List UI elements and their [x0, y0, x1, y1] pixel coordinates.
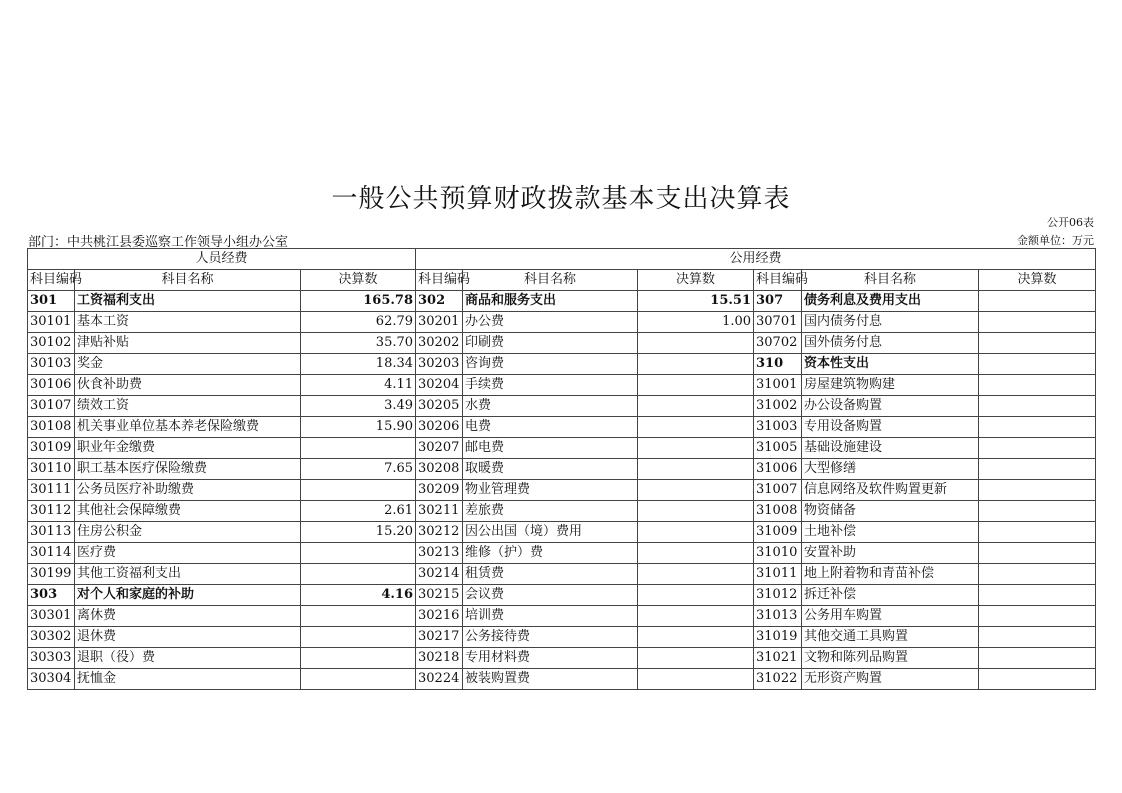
subject-name-cell: 国外债务付息 — [802, 333, 979, 354]
amount-cell — [979, 312, 1096, 333]
amount-cell: 15.51 — [638, 291, 754, 312]
subject-name-cell: 土地补偿 — [802, 522, 979, 543]
group-header-public: 公用经费 — [416, 249, 1096, 270]
subject-name-cell: 商品和服务支出 — [463, 291, 638, 312]
subject-name-cell: 物业管理费 — [463, 480, 638, 501]
amount-cell — [979, 354, 1096, 375]
amount-cell — [638, 459, 754, 480]
amount-cell: 2.61 — [301, 501, 416, 522]
subject-code-cell: 31008 — [754, 501, 802, 522]
subject-name-cell: 其他社会保障缴费 — [75, 501, 301, 522]
subject-name-cell: 公务员医疗补助缴费 — [75, 480, 301, 501]
subject-code-cell: 30112 — [28, 501, 75, 522]
subject-code-cell: 30304 — [28, 669, 75, 690]
table-row — [28, 312, 1096, 333]
table-row — [28, 480, 1096, 501]
amount-cell — [979, 438, 1096, 459]
column-header-name: 科目名称 — [463, 270, 638, 291]
table-row — [28, 375, 1096, 396]
subject-name-cell: 被装购置费 — [463, 669, 638, 690]
column-header-amount: 决算数 — [301, 270, 416, 291]
amount-cell — [638, 564, 754, 585]
amount-cell: 3.49 — [301, 396, 416, 417]
subject-name-cell: 安置补助 — [802, 543, 979, 564]
table-row — [28, 438, 1096, 459]
subject-code-cell: 30103 — [28, 354, 75, 375]
table-row — [28, 291, 1096, 312]
amount-cell: 4.16 — [301, 585, 416, 606]
subject-code-cell: 31013 — [754, 606, 802, 627]
subject-code-cell: 30215 — [416, 585, 463, 606]
subject-name-cell: 职业年金缴费 — [75, 438, 301, 459]
subject-name-cell: 培训费 — [463, 606, 638, 627]
subject-code-cell: 30202 — [416, 333, 463, 354]
amount-cell — [979, 291, 1096, 312]
subject-name-cell: 住房公积金 — [75, 522, 301, 543]
amount-cell: 165.78 — [301, 291, 416, 312]
subject-name-cell: 资本性支出 — [802, 354, 979, 375]
form-number: 公开06表 — [1047, 216, 1094, 229]
amount-cell — [638, 669, 754, 690]
table-row — [28, 354, 1096, 375]
subject-code-cell: 30206 — [416, 417, 463, 438]
subject-name-cell: 伙食补助费 — [75, 375, 301, 396]
subject-code-cell: 30102 — [28, 333, 75, 354]
subject-code-cell: 303 — [28, 585, 75, 606]
subject-name-cell: 机关事业单位基本养老保险缴费 — [75, 417, 301, 438]
subject-name-cell: 退职（役）费 — [75, 648, 301, 669]
subject-code-cell: 31010 — [754, 543, 802, 564]
amount-cell — [301, 669, 416, 690]
subject-code-cell: 30218 — [416, 648, 463, 669]
table-row — [28, 522, 1096, 543]
amount-cell — [638, 375, 754, 396]
subject-name-cell: 维修（护）费 — [463, 543, 638, 564]
subject-name-cell: 专用设备购置 — [802, 417, 979, 438]
subject-code-cell: 31009 — [754, 522, 802, 543]
column-header-code: 科目编码 — [28, 270, 75, 291]
amount-cell — [638, 417, 754, 438]
column-header-amount: 决算数 — [979, 270, 1096, 291]
subject-code-cell: 31002 — [754, 396, 802, 417]
subject-name-cell: 地上附着物和青苗补偿 — [802, 564, 979, 585]
subject-code-cell: 30106 — [28, 375, 75, 396]
subject-code-cell: 30303 — [28, 648, 75, 669]
amount-cell — [301, 606, 416, 627]
amount-cell — [979, 333, 1096, 354]
amount-cell — [979, 459, 1096, 480]
subject-name-cell: 国内债务付息 — [802, 312, 979, 333]
subject-name-cell: 会议费 — [463, 585, 638, 606]
subject-code-cell: 30701 — [754, 312, 802, 333]
table-row — [28, 459, 1096, 480]
subject-code-cell: 30201 — [416, 312, 463, 333]
subject-code-cell: 30302 — [28, 627, 75, 648]
subject-code-cell: 31006 — [754, 459, 802, 480]
amount-cell: 35.70 — [301, 333, 416, 354]
table-row — [28, 417, 1096, 438]
amount-cell — [301, 543, 416, 564]
amount-cell — [979, 522, 1096, 543]
subject-code-cell: 30209 — [416, 480, 463, 501]
subject-name-cell: 信息网络及软件购置更新 — [802, 480, 979, 501]
subject-name-cell: 办公费 — [463, 312, 638, 333]
subject-code-cell: 301 — [28, 291, 75, 312]
subject-name-cell: 因公出国（境）费用 — [463, 522, 638, 543]
amount-cell — [979, 564, 1096, 585]
subject-name-cell: 工资福利支出 — [75, 291, 301, 312]
subject-code-cell: 30111 — [28, 480, 75, 501]
subject-code-cell: 30224 — [416, 669, 463, 690]
subject-name-cell: 对个人和家庭的补助 — [75, 585, 301, 606]
subject-name-cell: 手续费 — [463, 375, 638, 396]
amount-cell — [979, 606, 1096, 627]
expenditure-table — [27, 248, 1096, 690]
subject-code-cell: 30702 — [754, 333, 802, 354]
table-row — [28, 585, 1096, 606]
subject-code-cell: 30301 — [28, 606, 75, 627]
subject-name-cell: 邮电费 — [463, 438, 638, 459]
amount-cell — [979, 669, 1096, 690]
subject-name-cell: 其他交通工具购置 — [802, 627, 979, 648]
subject-name-cell: 取暖费 — [463, 459, 638, 480]
subject-name-cell: 房屋建筑物购建 — [802, 375, 979, 396]
table-row — [28, 501, 1096, 522]
subject-code-cell: 30211 — [416, 501, 463, 522]
column-header-name: 科目名称 — [802, 270, 979, 291]
amount-cell — [638, 627, 754, 648]
amount-cell — [638, 396, 754, 417]
subject-code-cell: 31001 — [754, 375, 802, 396]
subject-name-cell: 印刷费 — [463, 333, 638, 354]
table-row — [28, 606, 1096, 627]
amount-cell: 7.65 — [301, 459, 416, 480]
amount-cell — [638, 543, 754, 564]
subject-code-cell: 30199 — [28, 564, 75, 585]
subject-code-cell: 307 — [754, 291, 802, 312]
subject-name-cell: 文物和陈列品购置 — [802, 648, 979, 669]
subject-code-cell: 31022 — [754, 669, 802, 690]
amount-cell — [979, 396, 1096, 417]
column-header-amount: 决算数 — [638, 270, 754, 291]
amount-cell: 15.20 — [301, 522, 416, 543]
subject-code-cell: 31012 — [754, 585, 802, 606]
amount-cell: 1.00 — [638, 312, 754, 333]
subject-name-cell: 专用材料费 — [463, 648, 638, 669]
subject-code-cell: 31007 — [754, 480, 802, 501]
amount-cell — [301, 480, 416, 501]
subject-name-cell: 差旅费 — [463, 501, 638, 522]
column-header-code: 科目编码 — [416, 270, 463, 291]
subject-code-cell: 31011 — [754, 564, 802, 585]
subject-name-cell: 租赁费 — [463, 564, 638, 585]
subject-code-cell: 30107 — [28, 396, 75, 417]
table-row — [28, 648, 1096, 669]
amount-cell — [979, 480, 1096, 501]
subject-name-cell: 公务接待费 — [463, 627, 638, 648]
subject-code-cell: 30212 — [416, 522, 463, 543]
amount-cell — [979, 627, 1096, 648]
amount-cell: 4.11 — [301, 375, 416, 396]
subject-code-cell: 30204 — [416, 375, 463, 396]
subject-code-cell: 30213 — [416, 543, 463, 564]
subject-name-cell: 水费 — [463, 396, 638, 417]
subject-name-cell: 债务利息及费用支出 — [802, 291, 979, 312]
subject-name-cell: 离休费 — [75, 606, 301, 627]
subject-code-cell: 30108 — [28, 417, 75, 438]
subject-code-cell: 30110 — [28, 459, 75, 480]
subject-code-cell: 31019 — [754, 627, 802, 648]
subject-code-cell: 30203 — [416, 354, 463, 375]
subject-code-cell: 30217 — [416, 627, 463, 648]
amount-cell — [301, 438, 416, 459]
amount-cell — [979, 585, 1096, 606]
subject-code-cell: 302 — [416, 291, 463, 312]
amount-cell — [301, 627, 416, 648]
amount-cell — [638, 522, 754, 543]
table-row — [28, 669, 1096, 690]
subject-name-cell: 基本工资 — [75, 312, 301, 333]
amount-cell: 62.79 — [301, 312, 416, 333]
amount-cell — [301, 648, 416, 669]
amount-cell: 15.90 — [301, 417, 416, 438]
subject-name-cell: 办公设备购置 — [802, 396, 979, 417]
subject-name-cell: 职工基本医疗保险缴费 — [75, 459, 301, 480]
amount-cell — [638, 585, 754, 606]
subject-code-cell: 30101 — [28, 312, 75, 333]
amount-cell — [979, 543, 1096, 564]
table-row — [28, 627, 1096, 648]
subject-name-cell: 退休费 — [75, 627, 301, 648]
subject-name-cell: 津贴补贴 — [75, 333, 301, 354]
group-header-personnel: 人员经费 — [28, 249, 416, 270]
amount-cell — [979, 501, 1096, 522]
subject-code-cell: 30205 — [416, 396, 463, 417]
subject-code-cell: 30208 — [416, 459, 463, 480]
amount-cell — [638, 438, 754, 459]
column-header-code: 科目编码 — [754, 270, 802, 291]
amount-cell — [979, 648, 1096, 669]
subject-name-cell: 公务用车购置 — [802, 606, 979, 627]
subject-name-cell: 奖金 — [75, 354, 301, 375]
amount-cell — [638, 354, 754, 375]
subject-code-cell: 30216 — [416, 606, 463, 627]
subject-name-cell: 物资储备 — [802, 501, 979, 522]
amount-cell — [638, 501, 754, 522]
subject-code-cell: 31005 — [754, 438, 802, 459]
amount-unit: 金额单位：万元 — [1017, 234, 1094, 247]
table-row — [28, 396, 1096, 417]
amount-cell — [638, 648, 754, 669]
subject-code-cell: 30109 — [28, 438, 75, 459]
amount-cell — [638, 606, 754, 627]
subject-name-cell: 电费 — [463, 417, 638, 438]
subject-name-cell: 绩效工资 — [75, 396, 301, 417]
subject-name-cell: 基础设施建设 — [802, 438, 979, 459]
amount-cell — [638, 333, 754, 354]
subject-code-cell: 31003 — [754, 417, 802, 438]
subject-name-cell: 医疗费 — [75, 543, 301, 564]
subject-code-cell: 30214 — [416, 564, 463, 585]
subject-code-cell: 30114 — [28, 543, 75, 564]
subject-name-cell: 大型修缮 — [802, 459, 979, 480]
page-title: 一般公共预算财政拨款基本支出决算表 — [331, 184, 791, 214]
amount-cell: 18.34 — [301, 354, 416, 375]
subject-code-cell: 30113 — [28, 522, 75, 543]
amount-cell — [979, 417, 1096, 438]
table-row — [28, 543, 1096, 564]
column-header-name: 科目名称 — [75, 270, 301, 291]
subject-code-cell: 31021 — [754, 648, 802, 669]
subject-name-cell: 其他工资福利支出 — [75, 564, 301, 585]
table-row — [28, 564, 1096, 585]
subject-name-cell: 无形资产购置 — [802, 669, 979, 690]
subject-name-cell: 抚恤金 — [75, 669, 301, 690]
amount-cell — [979, 375, 1096, 396]
subject-code-cell: 30207 — [416, 438, 463, 459]
subject-code-cell: 310 — [754, 354, 802, 375]
amount-cell — [301, 564, 416, 585]
subject-name-cell: 拆迁补偿 — [802, 585, 979, 606]
subject-name-cell: 咨询费 — [463, 354, 638, 375]
department-label: 部门：中共桃江县委巡察工作领导小组办公室 — [28, 235, 289, 250]
amount-cell — [638, 480, 754, 501]
table-row — [28, 333, 1096, 354]
